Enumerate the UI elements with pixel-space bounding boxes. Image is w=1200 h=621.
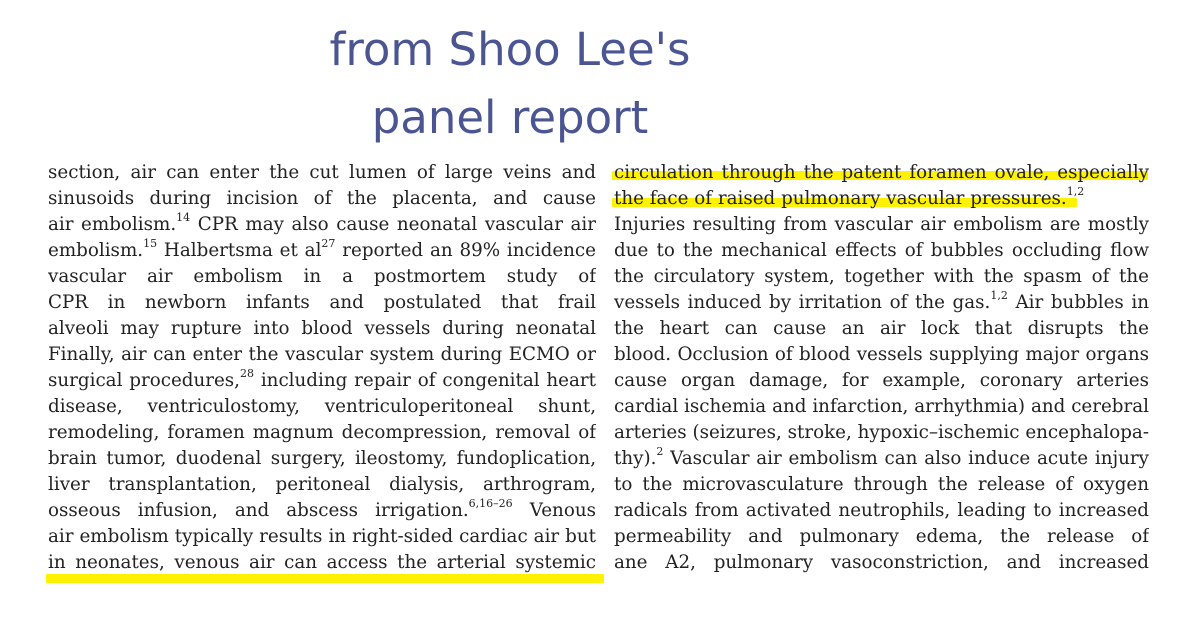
text-segment: osseous infusion, and abscess irrigation. — [48, 500, 469, 521]
text-line — [48, 238, 596, 264]
annotation-title-line-1: from Shoo Lee's — [329, 23, 691, 76]
text-line — [48, 368, 596, 394]
text-segment: vascular air embolism in a postmortem study of — [48, 266, 596, 287]
citation-superscript: 14 — [176, 212, 191, 224]
text-segment: section, air can enter the cut lumen of large veins and — [48, 162, 596, 183]
text-segment: Air bubbles in — [1007, 292, 1149, 313]
text-segment: thy). — [614, 448, 657, 469]
text-line — [614, 160, 1149, 186]
text-segment: Vascular air embolism can also induce acute injury — [663, 448, 1149, 469]
citation-superscript: 28 — [240, 368, 254, 380]
text-segment: brain tumor, duodenal surgery, ileostomy, fundoplication, — [48, 448, 596, 469]
text-segment: radicals from activated neutrophils, leading to increased — [614, 500, 1149, 521]
text-segment: to the microvasculature through the release of oxygen — [614, 474, 1149, 495]
citation-superscript: 2 — [656, 446, 664, 458]
text-segment: CPR in newborn infants and postulated that frail — [48, 292, 596, 313]
text-segment: the circulatory system, together with the spasm of the — [614, 266, 1149, 287]
citation-superscript: 1,2 — [1066, 184, 1085, 198]
left-text-column — [48, 160, 596, 576]
text-line — [614, 524, 1149, 550]
text-line — [48, 472, 596, 498]
text-line — [614, 238, 1149, 264]
text-segment: arteries (seizures, stroke, hypoxic–ischemic encephalopa- — [614, 422, 1149, 443]
text-line — [614, 342, 1149, 368]
citation-superscript: 6,16–26 — [468, 498, 513, 510]
text-segment: liver transplantation, peritoneal dialysis, arthrogram, — [48, 474, 596, 495]
text-segment: air embolism typically results in right-sided cardiac air but — [48, 526, 596, 547]
text-line — [614, 264, 1149, 290]
text-line — [614, 186, 1149, 212]
text-segment: reported an 89% incidence — [342, 240, 596, 261]
text-segment: in neonates, venous air can access the arterial systemic — [48, 552, 596, 573]
citation-superscript: 15 — [143, 238, 158, 250]
text-segment: permeability and pulmonary edema, the release of — [614, 526, 1149, 547]
text-line — [48, 290, 596, 316]
text-line — [614, 498, 1149, 524]
text-line — [48, 342, 596, 368]
text-line — [48, 316, 596, 342]
text-segment: vessels induced by irritation of the gas. — [614, 292, 991, 313]
text-line — [614, 368, 1149, 394]
text-line — [48, 160, 596, 186]
text-segment: circulation through the patent foramen ovale, especially — [614, 162, 1149, 183]
text-segment: Injuries resulting from vascular air embolism are mostly — [614, 214, 1149, 235]
text-line — [614, 394, 1149, 420]
citation-superscript: 1,2 — [990, 290, 1008, 302]
annotation-title-line-2: panel report — [371, 91, 649, 144]
text-segment: remodeling, foramen magnum decompression, removal of — [48, 422, 596, 443]
text-segment: Finally, air can enter the vascular system during ECMO or — [48, 344, 596, 365]
text-segment: cardial ischemia and infarction, arrhythmia) and cerebral — [614, 396, 1149, 417]
text-segment: the heart can cause an air lock that disrupts the — [614, 318, 1149, 339]
text-segment: due to the mechanical effects of bubbles occluding flow — [614, 240, 1149, 261]
text-segment: the face of raised pulmonary vascular pressures. — [614, 188, 1067, 209]
text-segment: Venous — [512, 500, 596, 521]
text-segment: surgical procedures, — [48, 370, 240, 391]
text-line — [614, 446, 1149, 472]
text-segment: embolism. — [48, 240, 144, 261]
text-segment: ane A2, pulmonary vasoconstriction, and increased — [614, 552, 1149, 573]
text-line — [48, 420, 596, 446]
text-line — [48, 264, 596, 290]
text-line — [614, 472, 1149, 498]
text-line — [48, 186, 596, 212]
text-line — [48, 446, 596, 472]
text-line — [48, 498, 596, 524]
text-segment: including repair of congenital heart — [254, 370, 596, 391]
text-segment: blood. Occlusion of blood vessels supplying major organs — [614, 344, 1149, 365]
text-segment: cause organ damage, for example, coronary arteries — [614, 370, 1149, 391]
text-line — [614, 550, 1149, 576]
text-line — [614, 420, 1149, 446]
text-segment: CPR may also cause neonatal vascular air — [190, 214, 596, 235]
text-segment: sinusoids during incision of the placenta, and cause — [48, 188, 596, 209]
text-line — [614, 290, 1149, 316]
text-segment: alveoli may rupture into blood vessels during neonatal — [48, 318, 596, 339]
text-segment: disease, ventriculostomy, ventriculoperitoneal shunt, — [48, 396, 596, 417]
text-line — [614, 212, 1149, 238]
text-line — [48, 212, 596, 238]
text-line — [48, 394, 596, 420]
text-segment: Halbertsma et al — [157, 240, 322, 261]
citation-superscript: 27 — [321, 238, 336, 250]
right-text-column — [614, 160, 1149, 576]
text-segment: air embolism. — [48, 214, 177, 235]
text-line — [48, 524, 596, 550]
text-line — [614, 316, 1149, 342]
text-line — [48, 550, 596, 576]
